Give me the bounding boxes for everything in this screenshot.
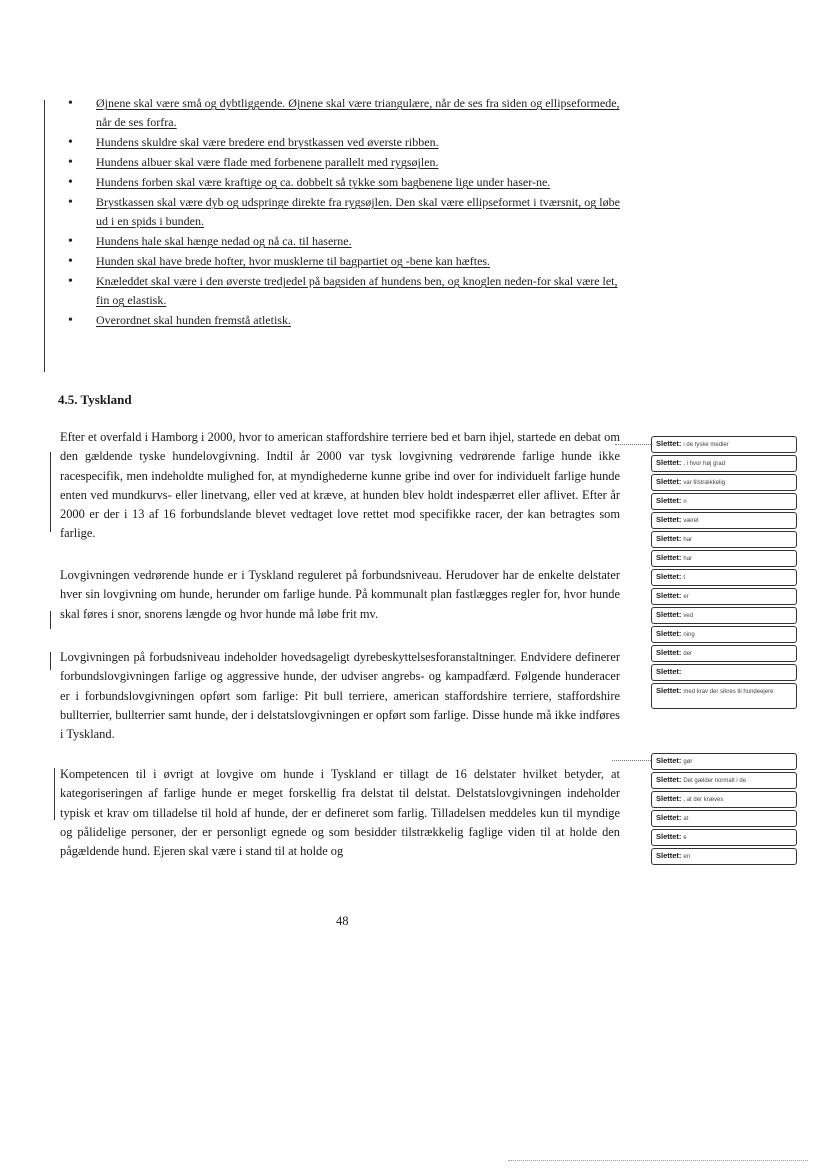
comment-text: er bbox=[683, 594, 689, 600]
comment-label: Slettet: bbox=[656, 756, 682, 765]
comment-label: Slettet: bbox=[656, 610, 682, 619]
comment-label: Slettet: bbox=[656, 686, 682, 695]
comment-label: Slettet: bbox=[656, 851, 682, 860]
comment-label: Slettet: bbox=[656, 775, 682, 784]
comment-text: , i hvor høj grad bbox=[683, 461, 726, 467]
change-bar bbox=[50, 452, 51, 532]
comment-label: Slettet: bbox=[656, 534, 682, 543]
comment-label: Slettet: bbox=[656, 439, 682, 448]
comment-label: Slettet: bbox=[656, 496, 682, 505]
comment-text: , at der kræves bbox=[683, 797, 724, 803]
paragraph: Lovgivningen vedrørende hunde er i Tyskland reguleret på forbundsniveau. Herudover har de enkelte delstater hver sin lovgivning om hunde, herunder om farlige hunde. På kommunalt plan fastlægges regler for, hvor hunde skal føres i snor, snorens længde og hvor hunde må løbe frit mv. bbox=[60, 568, 620, 621]
deletion-comment[interactable] bbox=[651, 791, 797, 808]
comment-text: at bbox=[683, 816, 689, 822]
comment-text: e bbox=[683, 835, 687, 841]
change-bar bbox=[54, 768, 55, 820]
list-item: • Hundens forben skal være kraftige og ca. dobbelt så tykke som bagbenene lige under haser-ne. bbox=[92, 173, 622, 192]
comment-text: i de tyske medier bbox=[683, 442, 729, 448]
deletion-comment[interactable] bbox=[651, 512, 797, 529]
comment-text: en bbox=[683, 854, 691, 860]
list-item: • Hundens skuldre skal være bredere end brystkassen ved øverste ribben. bbox=[92, 133, 622, 152]
comment-label: Slettet: bbox=[656, 794, 682, 803]
comment-text: n bbox=[683, 499, 687, 505]
comment-column bbox=[651, 753, 797, 867]
comment-text: været bbox=[683, 518, 699, 524]
comment-text: ning bbox=[683, 632, 695, 638]
comment-label: Slettet: bbox=[656, 572, 682, 581]
deletion-comment[interactable] bbox=[651, 588, 797, 605]
comment-label: Slettet: bbox=[656, 667, 682, 676]
deletion-comment[interactable] bbox=[651, 436, 797, 453]
change-bar bbox=[50, 652, 51, 670]
deletion-comment[interactable] bbox=[651, 626, 797, 643]
change-bar bbox=[50, 611, 51, 629]
list-item: • Overordnet skal hunden fremstå atletisk. bbox=[92, 311, 622, 330]
list-item: • Knæleddet skal være i den øverste tredjedel på bagsiden af hundens ben, og knoglen neden-for skal være let, fin og elastisk. bbox=[92, 272, 622, 310]
comment-text: Det gælder normalt i de bbox=[683, 778, 747, 784]
deletion-comment[interactable] bbox=[651, 455, 797, 472]
comment-connector bbox=[615, 444, 651, 445]
comment-text: ved bbox=[683, 613, 694, 619]
deletion-comment[interactable] bbox=[651, 664, 797, 681]
paragraph: Efter et overfald i Hamborg i 2000, hvor to american staffordshire terriere bed et barn ihjel, startede en debat om den gældende tyske hundelovgivning. Indtil år 2000 var tysk lovgivning vedrørende farlige hunde ikke racespecifik, men indeholdte mulighed for, at myndighederne kunne gribe ind over for individuelt farlige hunde enten ved mundkurvs- eller linetvang, eller ved at kræve, at hunden blev holdt indespærret eller aflivet. Efter år 2000 er der i 13 af 16 forbundslande blevet vedtaget love rettet mod specifikke racer, der kan betragtes som farlige. bbox=[60, 430, 620, 541]
deletion-comment[interactable] bbox=[651, 645, 797, 662]
comment-text: der bbox=[683, 651, 693, 657]
deletion-comment[interactable] bbox=[651, 569, 797, 586]
change-bar bbox=[44, 100, 45, 372]
deletion-comment[interactable] bbox=[651, 607, 797, 624]
deletion-comment[interactable] bbox=[651, 772, 797, 789]
comment-label: Slettet: bbox=[656, 591, 682, 600]
comment-label: Slettet: bbox=[656, 629, 682, 638]
paragraph: Lovgivningen på forbudsniveau indeholder hovedsageligt dyrebeskyttelsesforanstaltninger. Endvidere definerer forbundslovgivningen farlige og aggressive hunde, der udviser angrebs- og kampadfærd. Følgende hunderacer er i forbundslovgivningen opført som farlige: Pit bull terriere, american staffordshire terriere, staffordshire bullterrier, bullterrier samt hunde, der i delstatslovgivningen er opført som farlige. Disse hunde må ikke indføres i Tyskland. bbox=[60, 650, 620, 742]
deletion-comment[interactable] bbox=[651, 829, 797, 846]
list-item: • Øjnene skal være små og dybtliggende. Øjnene skal være triangulære, når de ses fra siden og ellipseformede, når de ses forfra. bbox=[92, 94, 622, 132]
deletion-comment[interactable] bbox=[651, 683, 797, 709]
deletion-comment[interactable] bbox=[651, 753, 797, 770]
comment-column bbox=[651, 436, 797, 711]
comment-connector bbox=[612, 760, 651, 761]
deletion-comment[interactable] bbox=[651, 531, 797, 548]
bullet-list bbox=[92, 94, 622, 331]
comment-label: Slettet: bbox=[656, 553, 682, 562]
list-item: • Hundens hale skal hænge nedad og nå ca. til haserne. bbox=[92, 232, 622, 251]
page-number: 48 bbox=[336, 914, 349, 928]
comment-label: Slettet: bbox=[656, 458, 682, 467]
comment-text: t bbox=[683, 575, 686, 581]
deletion-comment[interactable] bbox=[651, 848, 797, 865]
deletion-comment[interactable] bbox=[651, 493, 797, 510]
comment-label: Slettet: bbox=[656, 648, 682, 657]
deletion-comment[interactable] bbox=[651, 810, 797, 827]
comment-text: var tilstrækkelig bbox=[683, 480, 726, 486]
section-heading: 4.5. Tyskland bbox=[58, 392, 132, 407]
comment-label: Slettet: bbox=[656, 832, 682, 841]
comment-text: har bbox=[683, 556, 693, 562]
list-item: • Brystkassen skal være dyb og udspringe direkte fra rygsøjlen. Den skal være ellipseformet i tværsnit, og løbe ud i en spids i bunden. bbox=[92, 193, 622, 231]
list-item: • Hunden skal have brede hofter, hvor musklerne til bagpartiet og -bene kan hæftes. bbox=[92, 252, 622, 271]
deletion-comment[interactable] bbox=[651, 474, 797, 491]
comment-label: Slettet: bbox=[656, 515, 682, 524]
comment-label: Slettet: bbox=[656, 477, 682, 486]
comment-text: med krav der sikres til hundeejere bbox=[683, 689, 774, 695]
paragraph: Kompetencen til i øvrigt at lovgive om hunde i Tyskland er tillagt de 16 delstater hvilket betyder, at kategoriseringen af farlige hunde er meget forskellig fra delstat til delstat. Delstatslovgivningen indeholder typisk et krav om tilladelse til hold af hunde, der er defineret som farlig. Tilladelsen meddeles kun til myndige og pålidelige personer, der er personligt egnede og som besidder tilstrækkelig faglige viden til at holde den pågældende hund. Ejeren skal være i stand til at holde og bbox=[60, 767, 620, 859]
list-item: • Hundens albuer skal være flade med forbenene parallelt med rygsøjlen. bbox=[92, 153, 622, 172]
comment-text: gør bbox=[683, 759, 693, 765]
footer-dotted-line bbox=[508, 1160, 808, 1161]
comment-label: Slettet: bbox=[656, 813, 682, 822]
comment-text: har bbox=[683, 537, 693, 543]
deletion-comment[interactable] bbox=[651, 550, 797, 567]
